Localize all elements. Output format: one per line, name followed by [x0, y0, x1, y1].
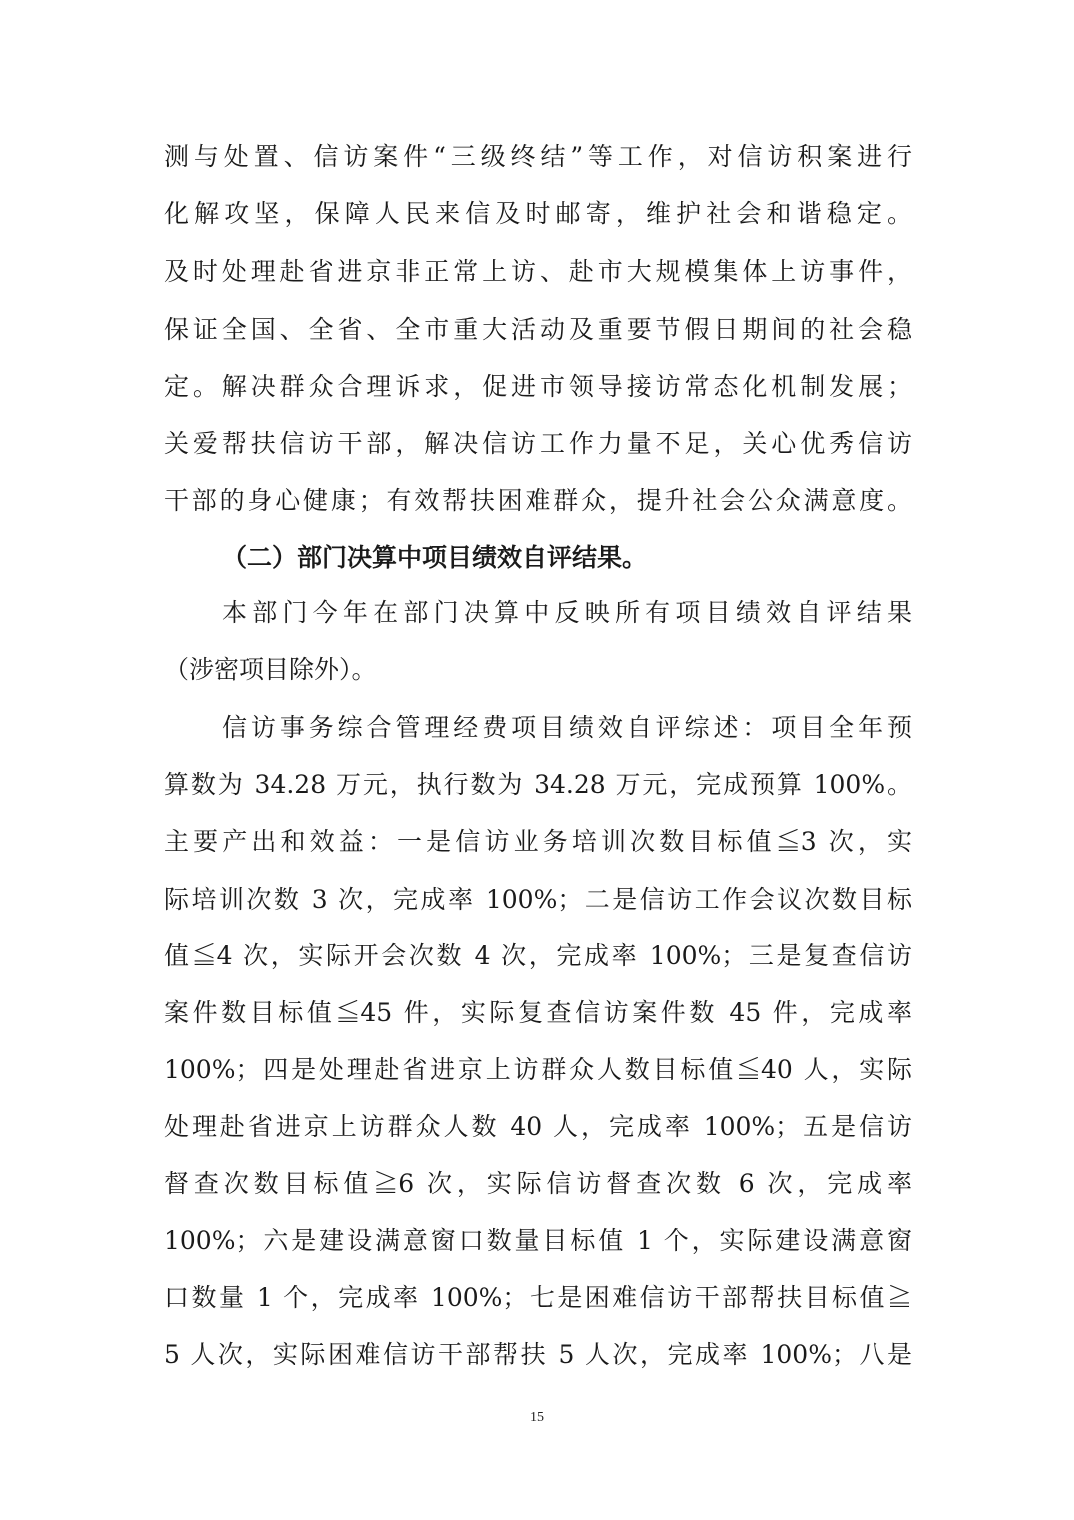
- text-line: （涉密项目除外）。: [164, 655, 377, 684]
- text-line: 及时处理赴省进京非正常上访、赴市大规模集体上访事件，: [164, 257, 912, 286]
- text-line: 值≦4 次，实际开会次数 4 次，完成率 100%；三是复查信访: [164, 941, 912, 970]
- text-line: 化解攻坚，保障人民来信及时邮寄，维护社会和谐稳定。: [164, 199, 912, 228]
- text-line: 干部的身心健康；有效帮扶困难群众，提升社会公众满意度。: [164, 486, 912, 515]
- section-heading: （二）部门决算中项目绩效自评结果。: [222, 543, 648, 572]
- page-number: 15: [530, 1410, 544, 1425]
- text-line: 口数量 1 个，完成率 100%；七是困难信访干部帮扶目标值≧: [164, 1283, 912, 1312]
- text-line: 关爱帮扶信访干部，解决信访工作力量不足，关心优秀信访: [164, 429, 912, 458]
- text-line: 处理赴省进京上访群众人数 40 人，完成率 100%；五是信访: [164, 1112, 912, 1141]
- text-line: 际培训次数 3 次，完成率 100%；二是信访工作会议次数目标: [164, 885, 912, 914]
- text-line: 信访事务综合管理经费项目绩效自评综述：项目全年预: [222, 713, 912, 742]
- text-line: 100%；四是处理赴省进京上访群众人数目标值≦40 人，实际: [164, 1055, 912, 1084]
- text-line: 测与处置、信访案件“三级终结”等工作，对信访积案进行: [164, 142, 912, 171]
- text-line: 督查次数目标值≧6 次，实际信访督查次数 6 次，完成率: [164, 1169, 912, 1198]
- text-line: 本部门今年在部门决算中反映所有项目绩效自评结果: [222, 598, 912, 627]
- text-line: 保证全国、全省、全市重大活动及重要节假日期间的社会稳: [164, 315, 912, 344]
- text-line: 案件数目标值≦45 件，实际复查信访案件数 45 件，完成率: [164, 998, 912, 1027]
- text-line: 定。解决群众合理诉求，促进市领导接访常态化机制发展；: [164, 372, 912, 401]
- text-line: 5 人次，实际困难信访干部帮扶 5 人次，完成率 100%；八是: [164, 1340, 912, 1369]
- text-line: 主要产出和效益：一是信访业务培训次数目标值≦3 次，实: [164, 827, 912, 856]
- text-line: 算数为 34.28 万元，执行数为 34.28 万元，完成预算 100%。: [164, 770, 912, 799]
- text-line: 100%；六是建设满意窗口数量目标值 1 个，实际建设满意窗: [164, 1226, 912, 1255]
